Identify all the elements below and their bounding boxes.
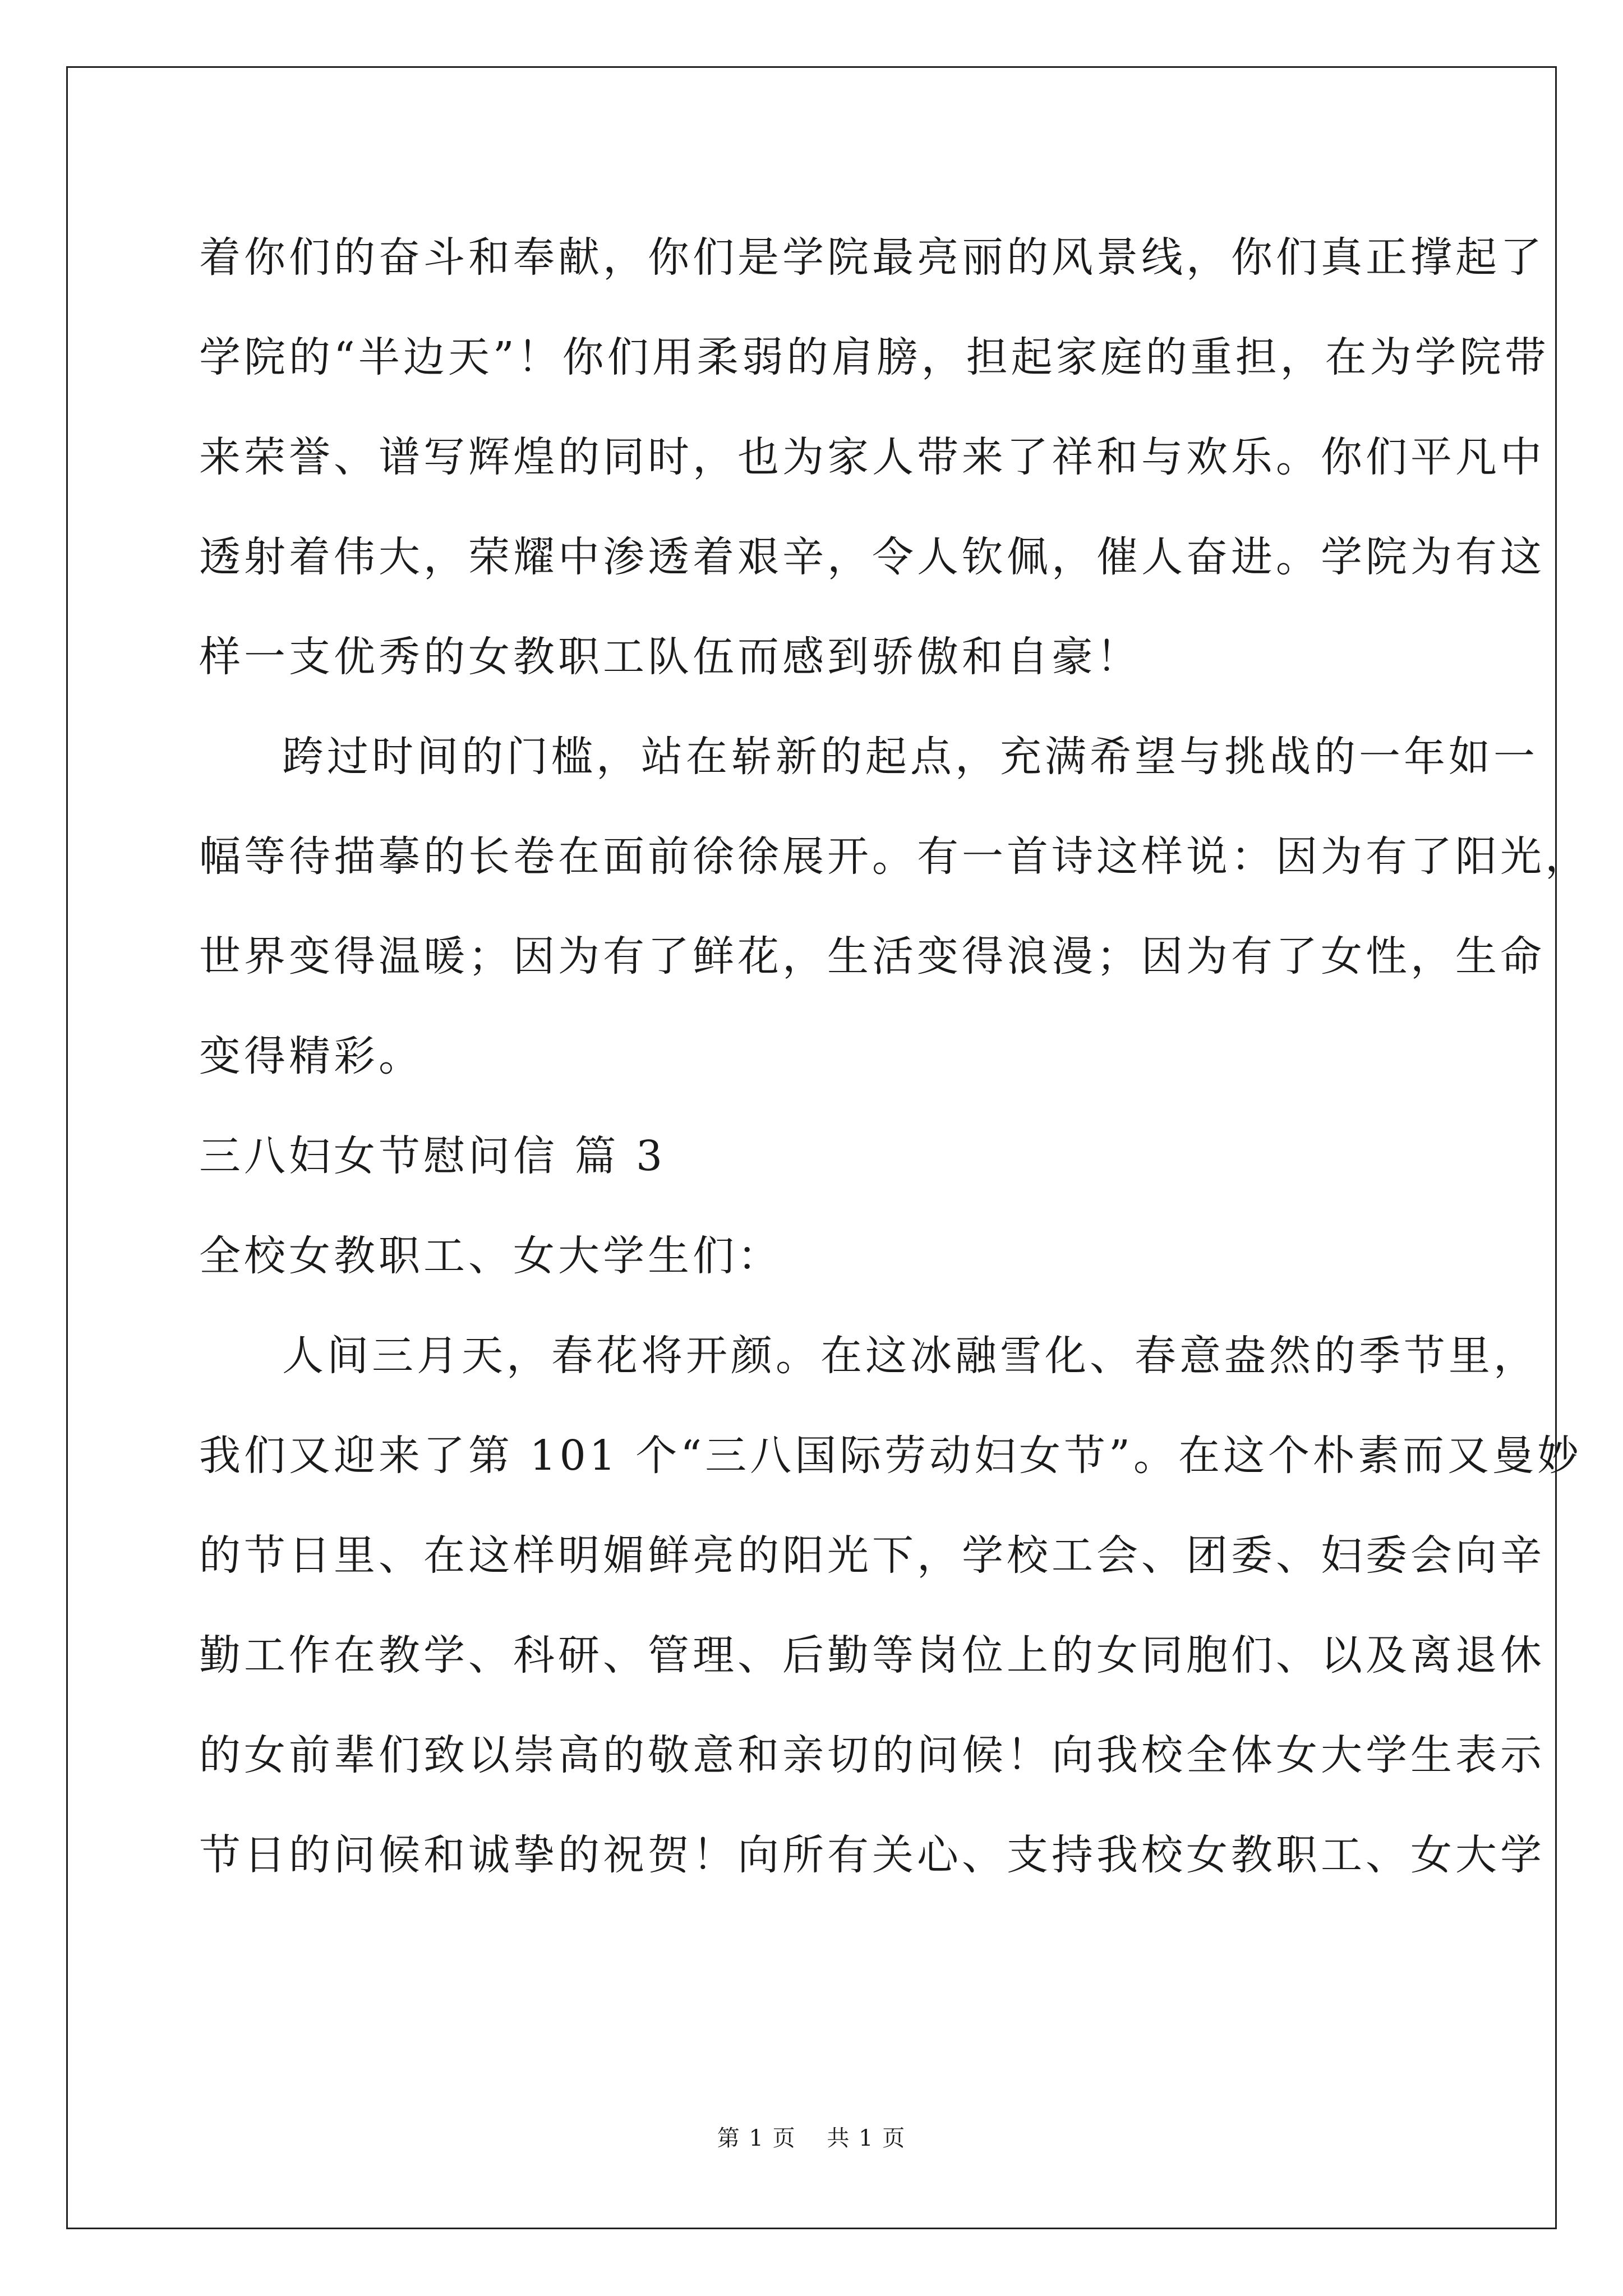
text-line: 来荣誉、谱写辉煌的同时，也为家人带来了祥和与欢乐。你们平凡中 (199, 433, 1545, 481)
page-footer (0, 2120, 1623, 2152)
text-line: 节日的问候和诚挚的祝贺！向所有关心、支持我校女教职工、女大学 (199, 1831, 1545, 1879)
text-line: 世界变得温暖；因为有了鲜花，生活变得浪漫；因为有了女性，生命 (199, 932, 1545, 981)
text-line: 的女前辈们致以崇高的敬意和亲切的问候！向我校全体女大学生表示 (199, 1731, 1545, 1779)
text-line: 的节日里、在这样明媚鲜亮的阳光下，学校工会、团委、妇委会向辛 (199, 1531, 1545, 1580)
text-line: 学院的“半边天”！你们用柔弱的肩膀，担起家庭的重担，在为学院带 (199, 333, 1550, 381)
text-line: 着你们的奋斗和奉献，你们是学院最亮丽的风景线，你们真正撑起了 (199, 233, 1545, 282)
paragraph-start-line: 跨过时间的门槛，站在崭新的起点，充满希望与挑战的一年如一 (282, 733, 1538, 781)
paragraph-start-line: 人间三月天，春花将开颜。在这冰融雪化、春意盎然的季节里， (282, 1332, 1538, 1380)
page-number: 第 1 页 (717, 2125, 796, 2151)
section-heading: 三八妇女节慰问信 篇 3 (199, 1132, 666, 1180)
text-line: 我们又迎来了第 101 个“三八国际劳动妇女节”。在这个朴素而又曼妙 (199, 1432, 1582, 1480)
salutation: 全校女教职工、女大学生们： (199, 1232, 782, 1280)
text-line: 透射着伟大，荣耀中渗透着艰辛，令人钦佩，催人奋进。学院为有这 (199, 533, 1545, 581)
document-body (199, 208, 1590, 1905)
text-line: 变得精彩。 (199, 1032, 423, 1080)
text-line: 勤工作在教学、科研、管理、后勤等岗位上的女同胞们、以及离退休 (199, 1631, 1545, 1680)
page-count: 共 1 页 (827, 2125, 906, 2151)
text-line: 幅等待描摹的长卷在面前徐徐展开。有一首诗这样说：因为有了阳光， (199, 832, 1590, 881)
text-line: 样一支优秀的女教职工队伍而感到骄傲和自豪！ (199, 633, 1141, 681)
